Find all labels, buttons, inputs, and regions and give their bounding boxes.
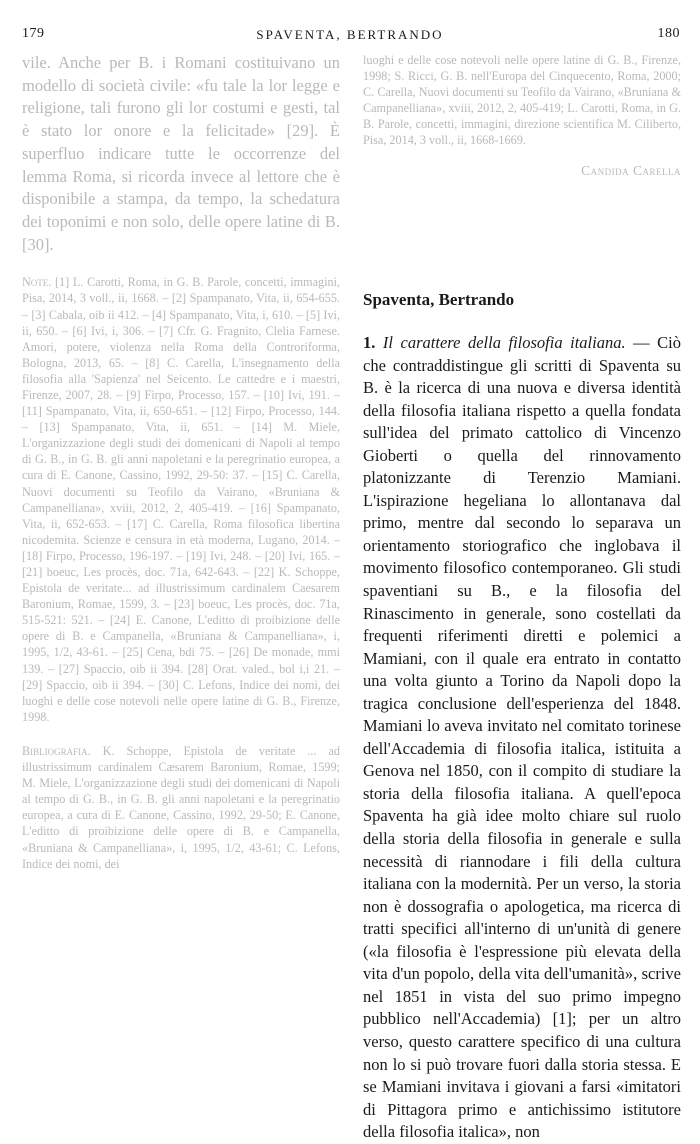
notes-text: [1] L. Carotti, Roma, in G. B. Parole, concetti, immagini, Pisa, 2014, 3 voll., ii, 1668. – [2] Spampanato, Vita, ii, 654-655. – [3] Cabala, oib ii 412. – [4] Spampanato, Vita, i, 610. – [5] Ivi, ii, 650. – [6] Ivi, i, 306. – [7] Cfr. G. Fragnito, Clelia Farnese. Amori, potere, violenza nella Roma della Controriforma, Bologna, 2013, 65. – [8] C. Carella, L'insegnamento della filosofia alla 'Sapienza' nel Seicento. Le cattedre e i maestri, Firenze, 2007, 28. – [9] Firpo, Processo, 157. – [10] Ivi, 191. – [11] Spampanato, Vita, ii, 650-651. – [12] Firpo, Processo, 144. – [13] Spampanato, Vita, ii, 651. – [14] M. Miele, L'organizzazione degli studi dei domenicani di Napoli al tempo di G. B., in G. B. gli anni napoletani e la peregrinatio europea, a cura di E. Canone, Cassino, 1992, 29-50: 37. – [15] C. Carella, Nuovi documenti su Teofilo da Vairano, «Bruniana & Campanelliana», xviii, 2012, 2, 405-419. – [16] Spampanato, Vita, ii, 652-653. – [17] C. Carella, Roma filosofica libertina nicodemita. Scienze e censura in età moderna, Lugano, 2014. – [18] Firpo, Processo, 196-197. – [19] Ivi, 248. – [20] Ivi, 165. – [21] boeuc, Les procès, doc. 71a, 642-643. – [22] K. Schoppe, Epistola de veritate... ad illustrissimum cardinalem Caesarem Baronium, Romae, 1599, 3. – [23] boeuc, Les procès, doc. 71a, 515-521: 521. – [24] E. Canone, L'editto di proibizione delle opere di B. e Campanella, «Bruniana & Campanelliana», i, 1995, 1/2, 43-61. – [25] Cena, bdi 75. – [26] De monade, mmi 139. – [27] Spaccio, oib ii 394. [28] Orat. valed., bol i,i 21. – [29] Spaccio, oib ii 394. – [30] C. Lefons, Indice dei nomi, dei luoghi e delle cose notevoli nelle opere latine di G. B., Firenze, 1998. (22, 275, 341, 724)
article-title: Spaventa, Bertrando (363, 290, 515, 309)
notes-label: Note. (22, 275, 52, 290)
page-number-left: 179 (22, 26, 45, 41)
left-column (22, 52, 340, 872)
notes (22, 274, 340, 725)
bibliography-label: Bibliografia. (22, 743, 91, 758)
section-text: — Ciò che contraddistingue gli scritti di Spaventa su B. è la ricerca di una nuova e diversa identità della filosofia italiana rispetto a quella fondata sull'idea del primato cattolico di Vincenzo Gioberti o quella del rinnovamento platonizzante di Terenzio Mamiani. L'ispirazione hegeliana lo allontanava dal primo, mentre dal secondo lo separava un orientamento storiografico che inglobava il movimento filosofico contemporaneo. Gli studi spaventiani su B., e la filosofia del Rinascimento in generale, sono costellati da frequenti riferimenti diretti e polemici a Mamiani, con il quale era entrato in contatto una volta giunto a Torino da Napoli dopo la tragica conclusione dell'esperienza del 1848. Mamiani lo aveva invitato nel comitato torinese dell'Accademia di filosofia italica, istituita a Genova nel 1850, con il compito di studiare la storia della filosofia italiana. A quell'epoca Spaventa ha già idee molto chiare sul ruolo della storia della filosofia in generale e sulla necessità di riannodare i fili della cultura italiana con la modernità. Per un verso, la storia non è dossografia o apologetica, ma ricerca di tratti specifici all'interno di un'unità di genere («la filosofia è l'espressione più elevata della vita d'un popolo, della vita dell'umanità», scrive nel 1851 in vista del suo primo impegno pubblico nell'Accademia) [1]; per un altro verso, questo carattere specifico di una cultura non lo si può trovare fuori dalla storia stessa. E se Mamiani invitava i giovani a farsi «imitatori di Pittagora primo e antichissimo istitutore della filosofia italica», non (363, 333, 681, 1142)
right-column-top (363, 52, 681, 179)
running-head: SPAVENTA, BERTRANDO (256, 27, 444, 42)
author-signature: Candida Carella (581, 162, 681, 178)
section-title: Il carattere della filosofia italiana. (382, 333, 626, 352)
bibliography-text: K. Schoppe, Epistola de veritate ... ad illustrissimum cardinalem Cæsarem Baronium, Romae, 1599; M. Miele, L'organizzazione degli studi dei domenicani di Napoli al tempo di G. B., in G. B. gli anni napoletani e la peregrinatio europea, a cura di E. Canone, Cassino, 1992, 29-50; E. Canone, L'editto di proibizione delle opere di B. e Campanella, «Bruniana & Campanelliana», i, 1995, 1/2, 43-61; C. Lefons, Indice dei nomi, dei (22, 743, 341, 871)
continuation-paragraph: vile. Anche per B. i Romani costituivano un modello di società civile: «fu tale la lor legge e religione, tali furono gli lor costumi e gesti, tal è stato lor onore e la felicitade» [29]. È superfluo indicare tutte le occorrenze del lemma Roma, si ricorda invece al lettore che è disponibile a stampa, da tempo, la schedatura dei toponimi e non solo, delle opere latine di B. [30]. (22, 53, 340, 254)
bibliography-continuation: luoghi e delle cose notevoli nelle opere latine di G. B., Firenze, 1998; S. Ricci, G. B. nell'Europa del Cinquecento, Roma, 2000; C. Carella, Nuovi documenti su Teofilo da Vairano, «Bruniana & Campanelliana», xviii, 2012, 2, 405-419; L. Carotti, Roma, in G. B. Parole, concetti, immagini, direzione scientifica M. Ciliberto, Pisa, 2014, 3 voll., ii, 1668-1669. (363, 53, 681, 148)
page-number-right: 180 (657, 26, 680, 41)
article-body (363, 332, 681, 1144)
bibliography (22, 743, 340, 872)
section-number: 1. (363, 333, 376, 352)
